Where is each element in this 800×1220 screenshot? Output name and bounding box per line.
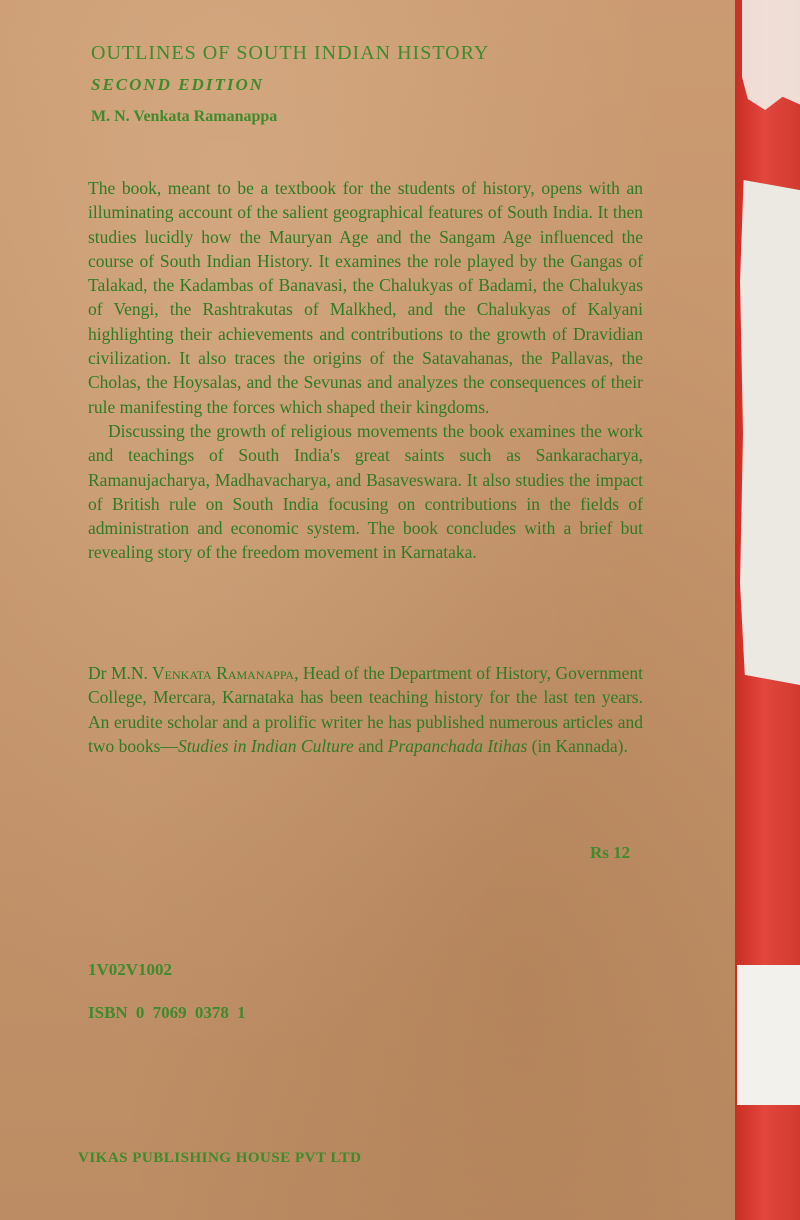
bio-author-name: M.N. Venkata Ramanappa: [110, 663, 295, 683]
torn-label-bottom: [737, 965, 800, 1105]
bio-prefix: Dr: [88, 663, 107, 683]
bio-book-1: Studies in Indian Culture: [177, 735, 354, 756]
blurb-paragraph-1: The book, meant to be a textbook for the students of history, opens with an illuminating account of the salient geographical features of South India. It then studies lucidly how the Mauryan Age and the Sangam Age influenced the course of South Indian History. It examines the role played by the Gangas of Talakad, the Kadambas of Banavasi, the Chalukyas of Badami, the Chalukyas of Vengi, the Rashtrakutas of Malkhed, and the Chalukyas of Kalyani highlighting their achievements and contributions to the growth of Dravidian civilization. It also traces the origins of the Satavahanas, the Pallavas, the Cholas, the Hoysalas, and the Sevunas and analyzes the consequences of their rule manifesting the forces which shaped their kingdoms.: [88, 178, 643, 417]
blurb-paragraph-2: Discussing the growth of religious movements the book examines the work and teachings of South India's great saints such as Sankaracharya, Ramanujacharya, Madhavacharya, and Basaveswara. It also studies the impact of British rule on South India focusing on contributions in the fields of administration and economic system. The book concludes with a brief but revealing story of the freedom movement in Karnataka.: [88, 420, 643, 563]
bio-and: and: [353, 735, 388, 756]
torn-label-top: [742, 0, 800, 110]
edition-label: SECOND EDITION: [91, 75, 264, 94]
book-title: OUTLINES OF SOUTH INDIAN HISTORY: [91, 42, 490, 64]
author-bio: [88, 661, 643, 758]
blurb: [88, 176, 643, 565]
bio-book-2: Prapanchada Itihas: [387, 735, 528, 756]
bio-text-2: (in Kannada).: [527, 735, 628, 756]
bio-text-1: , Head of the Department of History, Government College, Mercara, Karnataka has been teaching history for the last ten years. An erudite scholar and a prolific writer he has published numerous articles and two books—: [88, 663, 643, 756]
author-name: M. N. Venkata Ramanappa: [91, 108, 278, 125]
price-label: Rs 12: [590, 843, 631, 862]
torn-label-middle: [740, 180, 800, 685]
isbn-number: ISBN 0 7069 0378 1: [88, 1003, 246, 1022]
publisher-name: VIKAS PUBLISHING HOUSE PVT LTD: [78, 1150, 362, 1166]
catalog-code: 1V02V1002: [88, 960, 173, 979]
